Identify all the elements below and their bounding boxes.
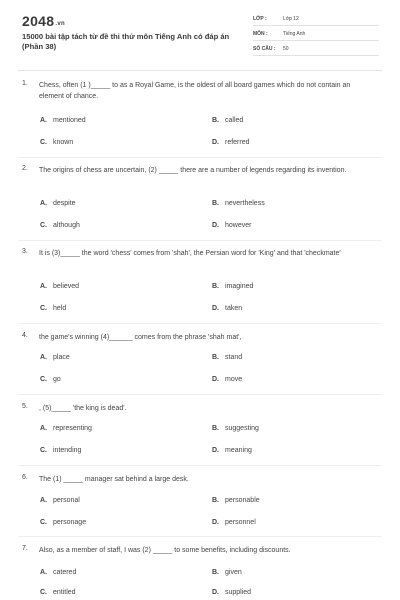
option-letter: C.: [40, 519, 47, 526]
question-number: 4.: [22, 332, 28, 339]
option-b[interactable]: [212, 117, 243, 124]
option-text: personage: [53, 519, 87, 526]
option-letter: C.: [40, 376, 47, 383]
option-letter: D.: [212, 139, 219, 146]
option-letter: C.: [40, 447, 47, 454]
option-a[interactable]: [40, 200, 76, 207]
option-letter: A.: [40, 569, 47, 576]
question-divider: [18, 240, 382, 241]
question-number: 2.: [22, 165, 28, 172]
option-letter: C.: [40, 305, 47, 312]
option-a[interactable]: [40, 569, 76, 576]
question-text: , (5)_____ 'the king is dead'.: [39, 405, 127, 412]
option-a[interactable]: [40, 497, 80, 504]
question-number: 7.: [22, 545, 28, 552]
question-text: the game's winning (4)______ comes from the phrase 'shah mat',: [39, 334, 242, 341]
option-text: referred: [225, 139, 250, 146]
option-c[interactable]: [40, 222, 80, 229]
option-text: entitled: [53, 589, 76, 596]
header: [0, 0, 400, 70]
question-text: The (1) _____ manager sat behind a large desk.: [39, 476, 189, 483]
option-text: however: [225, 222, 252, 229]
page-title: 15000 bài tập tách từ đề thi thử môn Tiếng Anh có đáp án (Phần 38): [22, 32, 230, 51]
option-letter: C.: [40, 589, 47, 596]
question-divider: [18, 157, 382, 158]
question-divider: [18, 394, 382, 395]
question-number: 5.: [22, 403, 28, 410]
option-a[interactable]: [40, 425, 92, 432]
option-text: place: [53, 354, 70, 361]
option-c[interactable]: [40, 376, 61, 383]
option-d[interactable]: [212, 305, 242, 312]
question-divider: [18, 323, 382, 324]
option-d[interactable]: [212, 376, 242, 383]
option-letter: D.: [212, 447, 219, 454]
logo-suffix: .vn: [55, 21, 65, 27]
option-d[interactable]: [212, 519, 256, 526]
option-letter: A.: [40, 354, 47, 361]
option-text: given: [225, 569, 242, 576]
option-text: personnel: [225, 519, 256, 526]
question-divider: [18, 465, 382, 466]
meta-count-row: [253, 43, 379, 56]
option-letter: D.: [212, 376, 219, 383]
option-text: personal: [53, 497, 80, 504]
meta-value: 50: [283, 46, 289, 52]
option-letter: B.: [212, 283, 219, 290]
option-c[interactable]: [40, 139, 73, 146]
header-divider: [18, 70, 382, 71]
option-c[interactable]: [40, 589, 76, 596]
option-text: meaning: [225, 447, 252, 454]
option-b[interactable]: [212, 569, 242, 576]
option-letter: C.: [40, 222, 47, 229]
option-a[interactable]: [40, 354, 70, 361]
option-d[interactable]: [212, 589, 251, 596]
option-letter: C.: [40, 139, 47, 146]
question-text: Also, as a member of staff, I was (2) _____ to some benefits, including discounts.: [39, 547, 291, 554]
option-letter: A.: [40, 497, 47, 504]
meta-label: LỚP :: [253, 16, 267, 22]
option-text: supplied: [225, 589, 252, 596]
site-logo[interactable]: [22, 13, 65, 29]
option-letter: B.: [212, 117, 219, 124]
option-letter: B.: [212, 497, 219, 504]
option-text: called: [225, 117, 244, 124]
option-text: stand: [225, 354, 243, 361]
option-b[interactable]: [212, 200, 265, 207]
option-d[interactable]: [212, 222, 251, 229]
meta-subject-row: [253, 28, 379, 41]
option-text: go: [53, 376, 61, 383]
option-b[interactable]: [212, 497, 260, 504]
option-c[interactable]: [40, 519, 86, 526]
option-letter: B.: [212, 569, 219, 576]
option-text: representing: [53, 425, 92, 432]
option-letter: D.: [212, 589, 219, 596]
option-letter: D.: [212, 305, 219, 312]
option-a[interactable]: [40, 283, 79, 290]
option-letter: A.: [40, 283, 47, 290]
option-text: despite: [53, 200, 76, 207]
question-number: 3.: [22, 248, 28, 255]
option-d[interactable]: [212, 139, 250, 146]
option-text: personable: [225, 497, 260, 504]
option-b[interactable]: [212, 283, 253, 290]
option-b[interactable]: [212, 425, 259, 432]
meta-value: Tiếng Anh: [283, 31, 306, 37]
option-c[interactable]: [40, 447, 81, 454]
option-text: intending: [53, 447, 82, 454]
option-letter: B.: [212, 425, 219, 432]
question-text: It is (3)_____ the word 'chess' comes from 'shah', the Persian word for 'King' and that 'checkmate': [39, 250, 341, 257]
option-text: known: [53, 139, 74, 146]
option-text: believed: [53, 283, 80, 290]
meta-label: MÔN :: [253, 31, 268, 37]
option-a[interactable]: [40, 117, 86, 124]
option-letter: B.: [212, 200, 219, 207]
question-number: 6.: [22, 474, 28, 481]
option-letter: A.: [40, 117, 47, 124]
option-letter: D.: [212, 222, 219, 229]
option-text: suggesting: [225, 425, 259, 432]
option-c[interactable]: [40, 305, 66, 312]
option-text: move: [225, 376, 243, 383]
meta-class-row: [253, 13, 379, 26]
question-text: The origins of chess are uncertain, (2) _____ there are a number of legends regarding its invention.: [39, 167, 347, 174]
option-text: taken: [225, 305, 243, 312]
option-letter: B.: [212, 354, 219, 361]
question-divider: [18, 536, 382, 537]
option-text: imagined: [225, 283, 254, 290]
meta-value: Lớp 12: [283, 16, 299, 22]
meta-label: SỐ CÂU :: [253, 46, 276, 52]
logo-text: 2048: [22, 13, 55, 29]
option-b[interactable]: [212, 354, 242, 361]
option-text: although: [53, 222, 80, 229]
option-text: held: [53, 305, 67, 312]
option-letter: A.: [40, 425, 47, 432]
option-text: mentioned: [53, 117, 86, 124]
question-text: Chess, often (1 )_____ to as a Royal Game, is the oldest of all board games which do not contain an element of chance.: [39, 82, 351, 100]
option-d[interactable]: [212, 447, 252, 454]
option-text: nevertheless: [225, 200, 265, 207]
question-number: 1.: [22, 80, 28, 87]
option-text: catered: [53, 569, 77, 576]
option-letter: D.: [212, 519, 219, 526]
option-letter: A.: [40, 200, 47, 207]
